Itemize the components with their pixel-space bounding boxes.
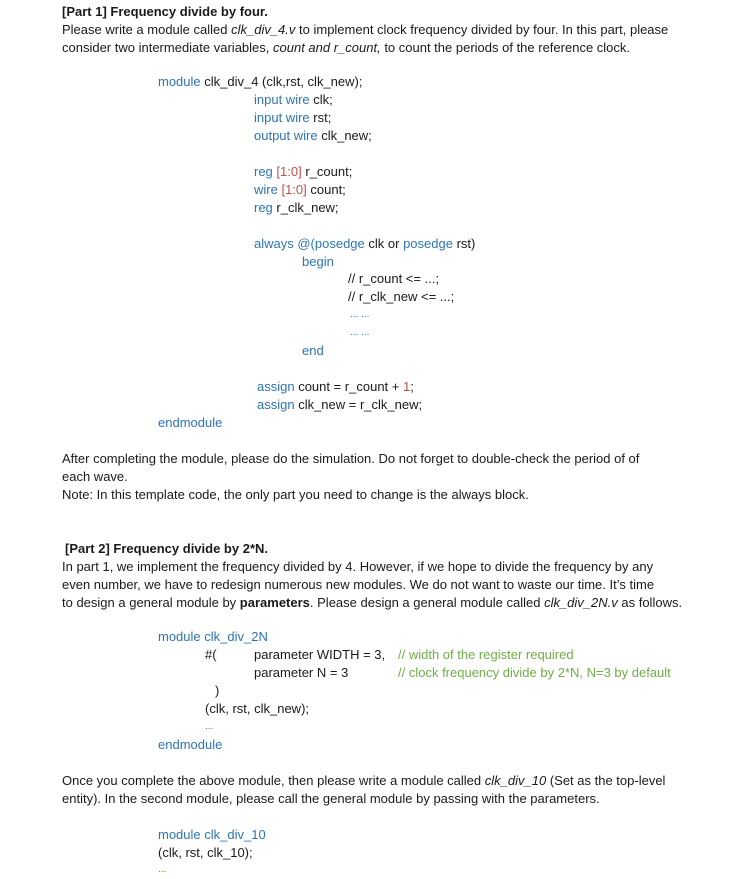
- text: as follows.: [617, 595, 683, 610]
- filename: clk_div_10: [484, 773, 547, 788]
- part1-note: Note: In this template code, the only part you need to change is the always block.: [62, 487, 529, 502]
- keyword: reg: [254, 200, 273, 215]
- keyword: posedge: [403, 236, 453, 251]
- part1-after-line1: After completing the module, please do the simulation. Do not forget to double-check the period of of: [62, 451, 640, 466]
- part1-after-line2: each wave.: [62, 469, 128, 484]
- code-line: [254, 109, 331, 127]
- code-begin: begin: [302, 254, 334, 269]
- code-line: [257, 396, 422, 414]
- keyword: module: [158, 74, 201, 89]
- code-line: [254, 181, 346, 199]
- keyword: assign: [257, 397, 295, 412]
- filename: clk_div_4.v: [231, 22, 296, 37]
- keyword: input wire: [254, 110, 310, 125]
- number: 1: [402, 379, 411, 394]
- code-comment: // clock frequency divide by 2*N, N=3 by default: [398, 665, 671, 680]
- code-text: rst;: [309, 110, 332, 125]
- code-text: rst): [452, 236, 476, 251]
- code-line: [158, 826, 266, 844]
- code-end: end: [302, 343, 324, 358]
- part2-once-line2: entity). In the second module, please call the general module by passing with the parameters.: [62, 791, 600, 806]
- code-line: [254, 91, 333, 109]
- code-line: [254, 199, 339, 217]
- part2-once-line1: [62, 772, 665, 790]
- code-line: [254, 163, 352, 181]
- code-text: count;: [306, 182, 346, 197]
- code-text: r_clk_new;: [272, 200, 339, 215]
- code-ports: (clk, rst, clk_new);: [205, 701, 310, 716]
- number: [1:0]: [277, 182, 307, 197]
- code-text: clk_div_2N: [200, 629, 268, 644]
- code-endmodule: endmodule: [158, 737, 223, 752]
- code-text: clk;: [309, 92, 333, 107]
- code-text: clk_div_4 (clk,rst, clk_new);: [200, 74, 363, 89]
- keyword: output wire: [254, 128, 318, 143]
- filename: clk_div_2N.v: [544, 595, 618, 610]
- code-text: clk_new;: [317, 128, 372, 143]
- part1-intro-line1: [62, 21, 668, 39]
- text: . Please design a general module called: [309, 595, 545, 610]
- keyword: wire: [254, 182, 278, 197]
- text: consider two intermediate variables,: [62, 40, 273, 55]
- keyword: always @(posedge: [254, 236, 365, 251]
- part2-para-line1: In part 1, we implement the frequency divided by 4. However, if we hope to divide the frequency by any: [62, 559, 654, 574]
- text: Please write a module called: [62, 22, 232, 37]
- code-text: clk_new = r_clk_new;: [294, 397, 423, 412]
- code-ellipsis: ...: [205, 721, 214, 732]
- text: to design a general module by: [62, 595, 240, 610]
- code-hash: #(: [205, 647, 217, 662]
- text: to implement clock frequency divided by four. In this part, please: [295, 22, 669, 37]
- code-line: [254, 127, 372, 145]
- code-text: clk or: [364, 236, 404, 251]
- code-comment: // width of the register required: [398, 647, 574, 662]
- part2-para-line2: even number, we have to redesign numerous new modules. We do not want to waste our time. It’s time: [62, 577, 655, 592]
- variable-names: count and r_count,: [273, 40, 381, 55]
- code-line: [257, 378, 414, 396]
- code-comment: // r_clk_new <= ...;: [348, 289, 455, 304]
- keyword: input wire: [254, 92, 310, 107]
- part1-heading: [Part 1] Frequency divide by four.: [62, 4, 268, 19]
- part2-heading: [Part 2] Frequency divide by 2*N.: [65, 541, 269, 556]
- text: (Set as the top-level: [546, 773, 666, 788]
- code-text: r_count;: [301, 164, 353, 179]
- code-text: clk_div_10: [200, 827, 266, 842]
- code-comment: // r_count <= ...;: [348, 271, 440, 286]
- text: to count the periods of the reference clock.: [380, 40, 631, 55]
- code-param: parameter N = 3: [254, 665, 349, 680]
- code-ellipsis: ... ...: [350, 309, 370, 320]
- number: [1:0]: [272, 164, 302, 179]
- code-param: parameter WIDTH = 3,: [254, 647, 386, 662]
- bold-term: parameters: [239, 595, 310, 610]
- code-ellipsis: ...: [158, 864, 167, 875]
- keyword: module: [158, 629, 201, 644]
- keyword: module: [158, 827, 201, 842]
- code-endmodule: endmodule: [158, 415, 223, 430]
- code-text: count = r_count +: [294, 379, 403, 394]
- code-ellipsis: ... ...: [350, 327, 370, 338]
- part1-intro-line2: [62, 39, 630, 57]
- keyword: reg: [254, 164, 273, 179]
- code-text: ;: [410, 379, 414, 394]
- code-line: [254, 235, 475, 253]
- code-ports: (clk, rst, clk_10);: [158, 845, 253, 860]
- code-line: [158, 73, 362, 91]
- keyword: assign: [257, 379, 295, 394]
- part2-para-line3: [62, 594, 682, 612]
- code-close-paren: ): [215, 683, 220, 698]
- text: Once you complete the above module, then please write a module called: [62, 773, 485, 788]
- code-line: [158, 628, 268, 646]
